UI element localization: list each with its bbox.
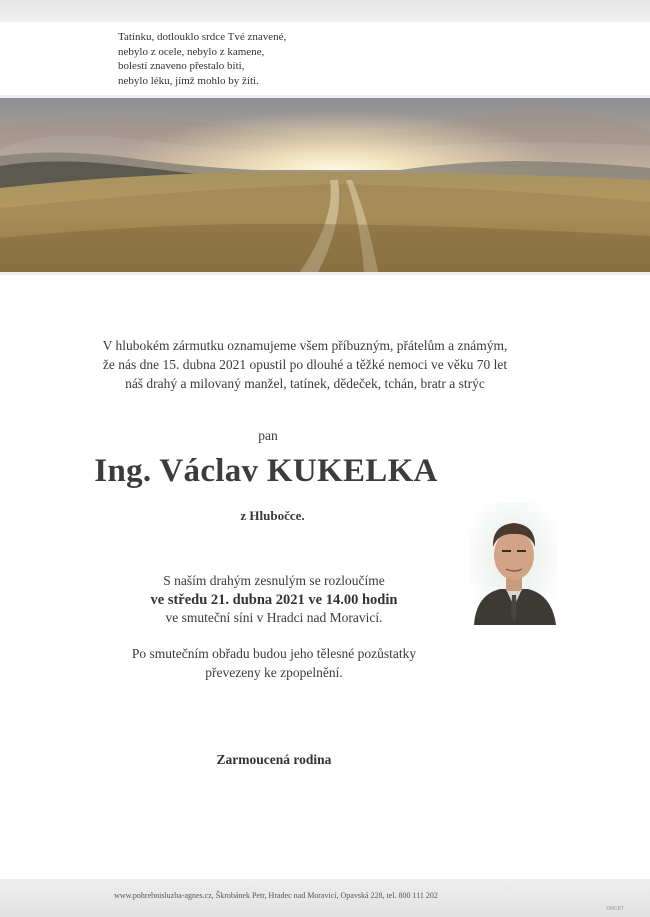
announcement-line: náš drahý a milovaný manžel, tatínek, dědeček, tchán, bratr a strýc [125, 376, 485, 391]
poem-line: bolestí znaveno přestalo bíti, [118, 60, 245, 72]
watermark: ©MCBT [606, 906, 624, 912]
farewell-place: ve smuteční síni v Hradci nad Moravicí. [165, 610, 383, 625]
farewell-datetime: ve středu 21. dubna 2021 ve 14.00 hodin [150, 591, 398, 608]
poem-line: Tatínku, dotlouklo srdce Tvé znavené, [118, 31, 287, 43]
poem-line: nebylo z ocele, nebylo z kamene, [118, 45, 265, 58]
announcement-line: V hlubokém zármutku oznamujeme všem příbuzným, přátelům a známým, [102, 338, 508, 353]
landscape-photo [0, 95, 650, 275]
signature: Zarmoucená rodina [216, 752, 332, 767]
poem-line: nebylo léku, jímž mohlo by žíti. [118, 74, 259, 87]
cremation-line: převezeny ke zpopelnění. [205, 664, 343, 680]
deceased-name: Ing. Václav KUKELKA [94, 453, 438, 489]
poem [118, 30, 378, 88]
deceased-origin: z Hlubočce. [240, 508, 305, 523]
farewell-info [0, 572, 548, 628]
announcement-line: že nás dne 15. dubna 2021 opustil po dlouhé a těžké nemoci ve věku 70 let [102, 357, 508, 372]
wheat-field-sunset-image [0, 98, 650, 272]
cremation-info [0, 645, 548, 682]
top-band [0, 0, 650, 22]
announcement-text [0, 336, 610, 393]
footer-contact: www.pohrebnisluzba-agnes.cz, Škrobánek Petr, Hradec nad Moravicí, Opavská 228, tel. 800 111 202 [114, 891, 438, 900]
farewell-line: S naším drahým zesnulým se rozloučíme [163, 573, 385, 588]
cremation-line: Po smutečním obřadu budou jeho tělesné pozůstatky [131, 646, 417, 661]
salutation: pan [258, 428, 278, 443]
